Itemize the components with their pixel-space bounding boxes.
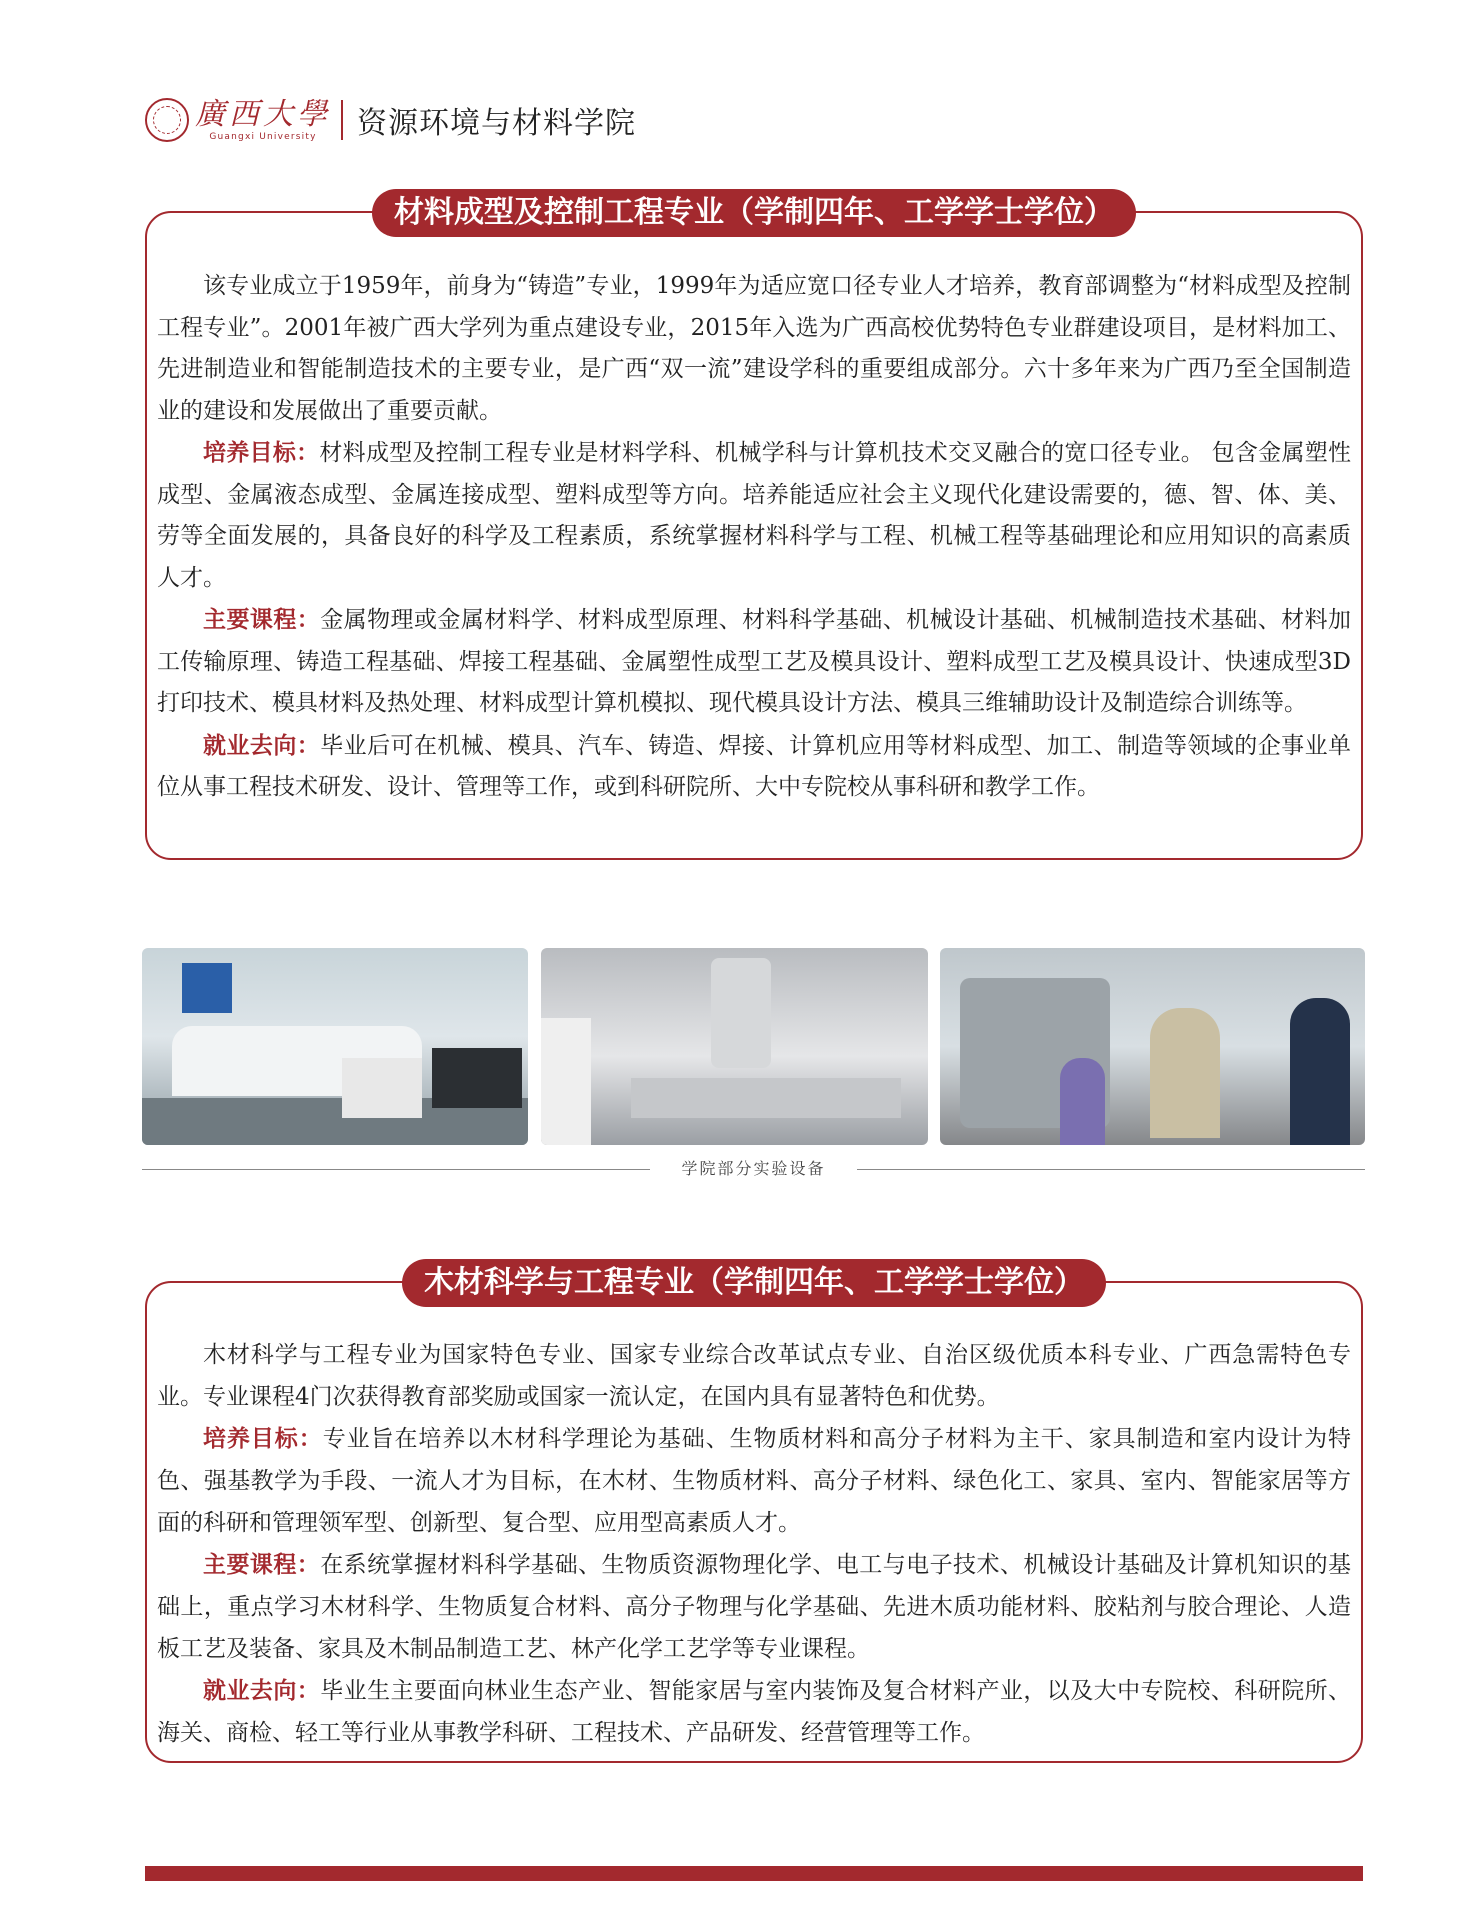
lab-photos: [142, 948, 1365, 1145]
photo-caption-row: [142, 1157, 1365, 1181]
courses-label: 主要课程：: [203, 1551, 321, 1578]
equipment-demo-photo: [940, 948, 1365, 1145]
person-teacher: [1150, 1008, 1220, 1138]
cabinet: [541, 1018, 591, 1145]
courses-paragraph: [157, 1544, 1351, 1670]
career-paragraph: [157, 725, 1351, 809]
monitor: [432, 1048, 522, 1108]
photo-caption: 学院部分实验设备: [681, 1159, 826, 1178]
courses-label: 主要课程：: [203, 606, 321, 633]
person-student: [1290, 998, 1350, 1145]
page-header: [145, 95, 636, 145]
person-child: [1060, 1058, 1105, 1145]
major-section-wood-science: [145, 1265, 1363, 1763]
electron-microscope-photo: [541, 948, 928, 1145]
goal-paragraph: [157, 432, 1351, 599]
section-title: 木材科学与工程专业（学制四年、工学学士学位）: [402, 1259, 1106, 1307]
courses-paragraph: [157, 599, 1351, 725]
header-divider: [341, 100, 343, 140]
goal-label: 培养目标：: [203, 1425, 323, 1452]
university-name-cn: 廣西大學: [195, 97, 331, 132]
lab-team-photo: [142, 948, 528, 1145]
college-name: 资源环境与材料学院: [357, 106, 636, 141]
wall-sign: [182, 963, 232, 1013]
career-text: 毕业生主要面向林业生态产业、智能家居与室内装饰及复合材料产业，以及大中专院校、科研院所、海关、商检、轻工等行业从事教学科研、工程技术、产品研发、经营管理等工作。: [157, 1678, 1351, 1746]
goal-label: 培养目标：: [203, 439, 320, 466]
intro-paragraph: 该专业成立于1959年，前身为“铸造”专业，1999年为适应宽口径专业人才培养，教育部调整为“材料成型及控制工程专业”。2001年被广西大学列为重点建设专业，2015年入选为广西高校优势特色专业群建设项目，是材料加工、先进制造业和智能制造技术的主要专业，是广西“双一流”建设学科的重要组成部分。六十多年来为广西乃至全国制造业的建设和发展做出了重要贡献。: [157, 273, 1351, 424]
courses-text: 在系统掌握材料科学基础、生物质资源物理化学、电工与电子技术、机械设计基础及计算机知识的基础上，重点学习木材科学、生物质复合材料、高分子物理与化学基础、先进木质功能材料、胶粘剂与胶合理论、人造板工艺及装备、家具及木制品制造工艺、林产化学工艺学等专业课程。: [157, 1552, 1351, 1662]
instrument: [342, 1058, 422, 1118]
university-seal-logo: [145, 98, 189, 142]
caption-rule-right: [857, 1169, 1365, 1170]
courses-text: 金属物理或金属材料学、材料成型原理、材料科学基础、机械设计基础、机械制造技术基础、材料加工传输原理、铸造工程基础、焊接工程基础、金属塑性成型工艺及模具设计、塑料成型工艺及模具设计、快速成型3D打印技术、模具材料及热处理、材料成型计算机模拟、现代模具设计方法、模具三维辅助设计及制造综合训练等。: [157, 607, 1351, 716]
microscope-column: [711, 958, 771, 1068]
career-paragraph: [157, 1670, 1351, 1754]
university-logo: [195, 98, 331, 142]
intro-paragraph: 木材科学与工程专业为国家特色专业、国家专业综合改革试点专业、自治区级优质本科专业、广西急需特色专业。专业课程4门次获得教育部奖励或国家一流认定，在国内具有显著特色和优势。: [157, 1342, 1351, 1410]
footer-bar: [145, 1866, 1363, 1881]
section-body: [157, 1334, 1351, 1754]
section-title: 材料成型及控制工程专业（学制四年、工学学士学位）: [372, 189, 1136, 237]
goal-text: 专业旨在培养以木材科学理论为基础、生物质材料和高分子材料为主干、家具制造和室内设计为特色、强基教学为手段、一流人才为目标，在木材、生物质材料、高分子材料、绿色化工、家具、室内、智能家居等方面的科研和管理领军型、创新型、复合型、应用型高素质人才。: [157, 1426, 1352, 1536]
career-label: 就业去向：: [203, 1677, 321, 1704]
career-text: 毕业后可在机械、模具、汽车、铸造、焊接、计算机应用等材料成型、加工、制造等领域的企事业单位从事工程技术研发、设计、管理等工作，或到科研院所、大中专院校从事科研和教学工作。: [157, 732, 1351, 800]
major-section-materials-forming: [145, 195, 1363, 860]
career-label: 就业去向：: [203, 731, 321, 759]
section-body: [157, 266, 1351, 809]
university-name-en: Guangxi University: [209, 132, 317, 142]
goal-text: 材料成型及控制工程专业是材料学科、机械学科与计算机技术交叉融合的宽口径专业。 包含金属塑性成型、金属液态成型、金属连接成型、塑料成型等方向。培养能适应社会主义现代化建设需要的，德、智、体、美、劳等全面发展的，具备良好的科学及工程素质，系统掌握材料科学与工程、机械工程等基础理论和应用知识的高素质人才。: [157, 440, 1352, 591]
console-desk: [631, 1078, 901, 1118]
goal-paragraph: [157, 1418, 1351, 1544]
